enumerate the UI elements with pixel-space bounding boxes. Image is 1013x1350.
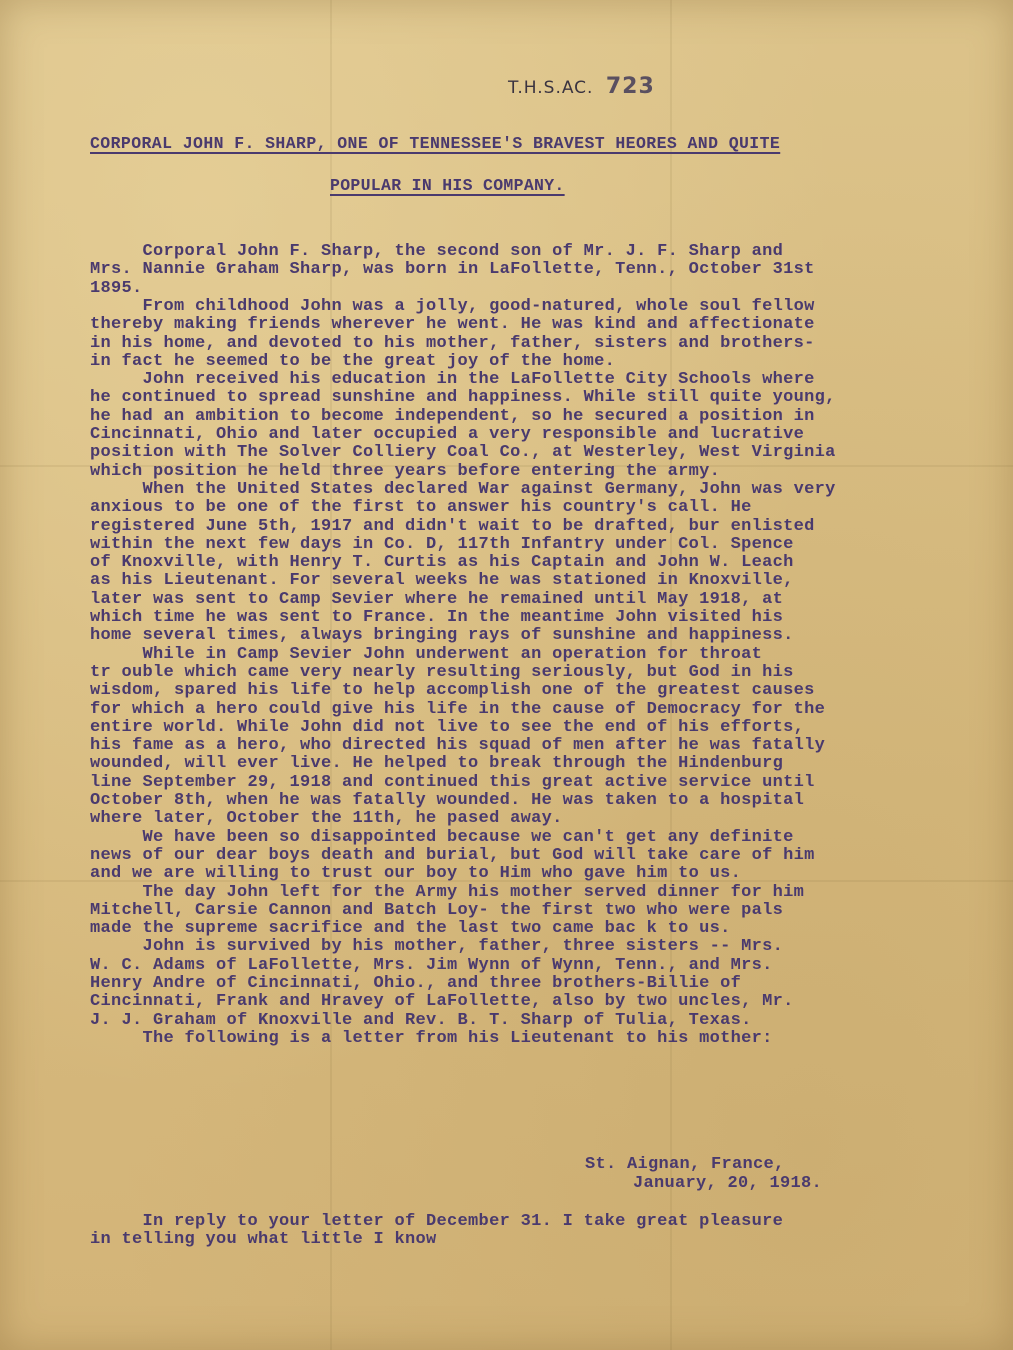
archive-reference-label: T.H.S.AC. xyxy=(508,78,594,98)
body-text-line: The following is a letter from his Lieutenant to his mother: xyxy=(90,1029,773,1048)
body-text-line: line September 29, 1918 and continued this great active service until xyxy=(90,773,815,792)
body-text-line: in fact he seemed to be the great joy of the home. xyxy=(90,352,616,371)
body-text-line: which position he held three years before entering the army. xyxy=(90,462,721,481)
body-text-line: as his Lieutenant. For several weeks he was stationed in Knoxville, xyxy=(90,571,794,590)
body-text-line: which time he was sent to France. In the meantime John visited his xyxy=(90,608,784,627)
body-text-line: anxious to be one of the first to answer his country's call. He xyxy=(90,498,752,517)
body-text-line: news of our dear boys death and burial, but God will take care of him xyxy=(90,846,815,865)
body-text-line: Henry Andre of Cincinnati, Ohio., and three brothers-Billie of xyxy=(90,974,742,993)
document-title-line-2: POPULAR IN HIS COMPANY. xyxy=(330,176,565,195)
body-text-line: While in Camp Sevier John underwent an operation for throat xyxy=(90,645,763,664)
body-text-line: Mitchell, Carsie Cannon and Batch Loy- the first two who were pals xyxy=(90,901,784,920)
body-text-line: within the next few days in Co. D, 117th Infantry under Col. Spence xyxy=(90,535,794,554)
letter-opening-line: in telling you what little I know xyxy=(90,1230,437,1249)
body-text-line: We have been so disappointed because we can't get any definite xyxy=(90,828,794,847)
body-text-line: where later, October the 11th, he pased away. xyxy=(90,809,563,828)
body-text-line: his fame as a hero, who directed his squad of men after he was fatally xyxy=(90,736,826,755)
body-text-line: made the supreme sacrifice and the last two came bac k to us. xyxy=(90,919,731,938)
body-text-line: later was sent to Camp Sevier where he remained until May 1918, at xyxy=(90,590,784,609)
body-text-line: thereby making friends wherever he went. He was kind and affectionate xyxy=(90,315,815,334)
body-text-line: entire world. While John did not live to see the end of his efforts, xyxy=(90,718,805,737)
body-text-line: for which a hero could give his life in the cause of Democracy for the xyxy=(90,700,826,719)
body-text-line: he had an ambition to become independent, so he secured a position in xyxy=(90,407,815,426)
body-text-line: and we are willing to trust our boy to Him who gave him to us. xyxy=(90,864,742,883)
body-text-line: registered June 5th, 1917 and didn't wait to be drafted, bur enlisted xyxy=(90,517,815,536)
body-text-line: tr ouble which came very nearly resulting seriously, but God in his xyxy=(90,663,794,682)
letter-place: St. Aignan, France, xyxy=(585,1155,785,1174)
body-text-line: 1895. xyxy=(90,279,143,298)
body-text-line: Mrs. Nannie Graham Sharp, was born in LaFollette, Tenn., October 31st xyxy=(90,260,815,279)
body-text-line: Cincinnati, Frank and Hravey of LaFollette, also by two uncles, Mr. xyxy=(90,992,794,1011)
body-text-line: October 8th, when he was fatally wounded. He was taken to a hospital xyxy=(90,791,805,810)
body-text-line: wisdom, spared his life to help accomplish one of the greatest causes xyxy=(90,681,815,700)
document-title-line-1: CORPORAL JOHN F. SHARP, ONE OF TENNESSEE'S BRAVEST HEORES AND QUITE xyxy=(90,134,781,153)
body-text-line: J. J. Graham of Knoxville and Rev. B. T. Sharp of Tulia, Texas. xyxy=(90,1011,752,1030)
letter-date: January, 20, 1918. xyxy=(633,1174,823,1193)
body-text-line: of Knoxville, with Henry T. Curtis as his Captain and John W. Leach xyxy=(90,553,794,572)
body-text-line: Corporal John F. Sharp, the second son of Mr. J. F. Sharp and xyxy=(90,242,784,261)
letter-opening-line: In reply to your letter of December 31. I take great pleasure xyxy=(90,1212,784,1231)
body-text-line: position with The Solver Colliery Coal Co., at Westerley, West Virginia xyxy=(90,443,836,462)
body-text-line: When the United States declared War against Germany, John was very xyxy=(90,480,836,499)
archive-reference xyxy=(508,74,655,99)
body-text-line: wounded, will ever live. He helped to break through the Hindenburg xyxy=(90,754,784,773)
body-text-line: From childhood John was a jolly, good-natured, whole soul fellow xyxy=(90,297,815,316)
body-text-line: The day John left for the Army his mother served dinner for him xyxy=(90,883,805,902)
body-text-line: in his home, and devoted to his mother, father, sisters and brothers- xyxy=(90,334,815,353)
body-text-line: Cincinnati, Ohio and later occupied a very responsible and lucrative xyxy=(90,425,805,444)
body-text-line: home several times, always bringing rays of sunshine and happiness. xyxy=(90,626,794,645)
body-text-line: W. C. Adams of LaFollette, Mrs. Jim Wynn of Wynn, Tenn., and Mrs. xyxy=(90,956,773,975)
body-text-line: he continued to spread sunshine and happiness. While still quite young, xyxy=(90,388,836,407)
body-text-line: John is survived by his mother, father, three sisters -- Mrs. xyxy=(90,937,784,956)
body-text-line: John received his education in the LaFollette City Schools where xyxy=(90,370,815,389)
archive-reference-number: 723 xyxy=(605,74,655,99)
